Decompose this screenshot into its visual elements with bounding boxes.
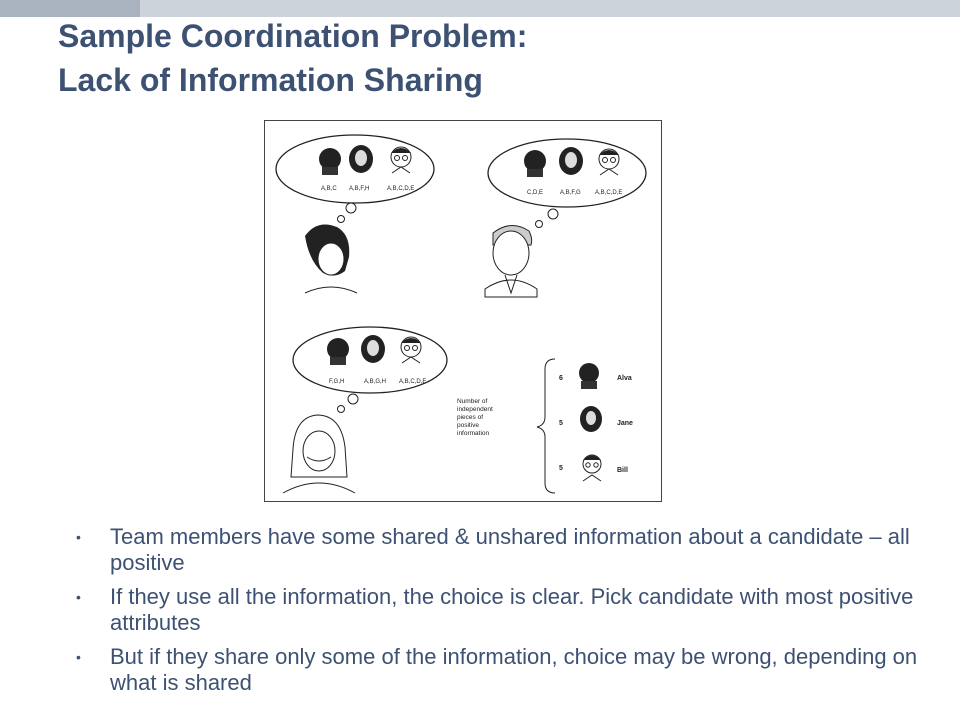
candidate-face-alva-icon	[319, 148, 341, 175]
tally-count-bill: 5	[559, 465, 563, 472]
bubble-3-label-alva: F,G,H	[329, 379, 345, 385]
thought-bubble-1	[276, 135, 434, 223]
tally-face-alva-icon	[579, 363, 599, 389]
bubble-2-label-alva: C,D,E	[527, 190, 544, 196]
bubble-3-label-bill: A,B,C,D,E	[399, 379, 427, 385]
bullet-dot-icon: •	[76, 589, 81, 605]
candidate-face-jane-icon	[559, 147, 583, 175]
team-member-woman-light-hair	[283, 415, 355, 493]
bullet-dot-icon: •	[76, 529, 81, 545]
slide-title	[58, 14, 938, 102]
bubble-2-label-jane: A,B,F,G	[560, 190, 581, 196]
tally-name-alva: Alva	[617, 375, 632, 382]
bubble-1-label-jane: A,B,F,H	[349, 186, 370, 192]
tally-count-jane: 5	[559, 420, 563, 427]
candidate-face-alva-icon	[327, 338, 349, 365]
tally-name-bill: Bill	[617, 467, 628, 474]
tally-face-jane-icon	[580, 406, 602, 432]
coordination-figure	[264, 120, 662, 502]
bullet-list	[72, 524, 932, 704]
bullet-text: But if they share only some of the information, choice may be wrong, depending on what is shared	[110, 644, 918, 695]
bullet-text: If they use all the information, the choice is clear. Pick candidate with most positive attributes	[110, 584, 914, 635]
bullet-dot-icon: •	[76, 649, 81, 665]
tally-caption: Number of independent pieces of positive information	[457, 398, 493, 437]
candidate-face-jane-icon	[361, 335, 385, 363]
bullet-text: Team members have some shared & unshared information about a candidate – all positive	[110, 524, 910, 575]
bubble-2-label-bill: A,B,C,D,E	[595, 190, 623, 196]
thought-bubble-3	[293, 327, 447, 413]
candidate-face-jane-icon	[349, 145, 373, 173]
slide-title-line-2: Lack of Information Sharing	[58, 62, 483, 98]
information-tally	[457, 359, 633, 493]
bullet-item	[72, 524, 932, 576]
tally-brace	[537, 359, 555, 493]
candidate-face-alva-icon	[524, 150, 546, 177]
bullet-item	[72, 644, 932, 696]
slide-title-line-1: Sample Coordination Problem:	[58, 18, 528, 54]
tally-face-bill-icon	[583, 455, 601, 481]
thought-bubble-2	[488, 139, 646, 228]
tally-name-jane: Jane	[617, 420, 633, 427]
figure-illustration	[265, 121, 660, 500]
bubble-1-label-alva: A,B,C	[321, 186, 337, 192]
team-member-man-suit	[485, 225, 537, 297]
bubble-1-label-bill: A,B,C,D,E	[387, 186, 415, 192]
tally-count-alva: 6	[559, 375, 563, 382]
team-member-woman-dark-hair	[305, 224, 357, 293]
bullet-item	[72, 584, 932, 636]
bubble-3-label-jane: A,B,G,H	[364, 379, 387, 385]
